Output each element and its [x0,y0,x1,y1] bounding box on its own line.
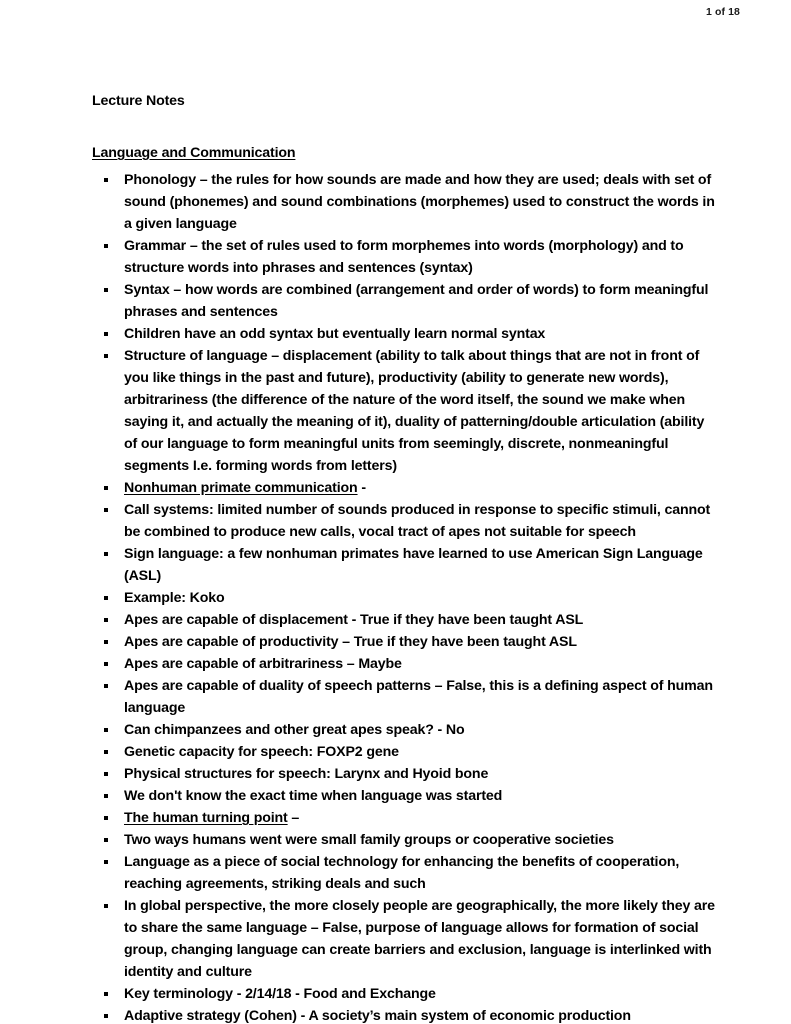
page-title: Lecture Notes [92,93,185,109]
list-item [92,169,717,235]
list-item [92,741,717,763]
list-item [92,675,717,719]
list-item [92,609,717,631]
list-item-label: Example: Koko [124,590,225,606]
list-item-label: Call systems: limited number of sounds produced in response to specific stimuli, cannot be combined to produce new calls, vocal tract of apes not suitable for speech [124,502,711,540]
list-item [92,829,717,851]
list-item-label-underlined: Nonhuman primate communication [124,480,358,496]
list-item-label: Key terminology - 2/14/18 - Food and Exchange [124,986,436,1002]
list-item [92,1005,717,1024]
list-item [92,851,717,895]
list-item-label: Sign language: a few nonhuman primates have learned to use American Sign Language (ASL) [124,546,703,584]
list-item-label: Two ways humans went were small family groups or cooperative societies [124,832,614,848]
list-item [92,719,717,741]
list-item-label: Syntax – how words are combined (arrangement and order of words) to form meaningful phrases and sentences [124,282,709,320]
list-item-label: Apes are capable of arbitrariness – Maybe [124,656,402,672]
list-item-label: Apes are capable of duality of speech patterns – False, this is a defining aspect of human language [124,678,713,716]
list-item [92,587,717,609]
list-item-label: Apes are capable of productivity – True if they have been taught ASL [124,634,577,650]
document-body [92,90,717,1024]
list-item-label: Adaptive strategy (Cohen) - A society’s main system of economic production [124,1008,631,1024]
list-item [92,983,717,1005]
list-item [92,763,717,785]
list-item-label-trailing: - [357,480,366,496]
page-number-text: 1 of 18 [706,6,740,18]
list-item [92,543,717,587]
list-item-label: Grammar – the set of rules used to form morphemes into words (morphology) and to structure words into phrases and sentences (syntax) [124,238,684,276]
list-item [92,807,717,829]
list-item-label: Structure of language – displacement (ability to talk about things that are not in front of you like things in the past and future), productivity (ability to generate new words), arbitrariness (the difference of the nature of the word itself, the sound we make when saying it, and actually the meaning of it), duality of patterning/double articulation (ability of our language to form meaningful units from seemingly, discrete, nonmeaningful segments I.e. forming words from letters) [124,348,705,474]
list-item-label: Phonology – the rules for how sounds are made and how they are used; deals with set of sound (phonemes) and sound combinations (morphemes) used to construct the words in a given language [124,172,715,232]
list-item-label-underlined: The human turning point [124,810,288,826]
list-item [92,323,717,345]
list-item-label: Language as a piece of social technology for enhancing the benefits of cooperation, reaching agreements, striking deals and such [124,854,680,892]
list-item [92,895,717,983]
list-item-label: We don't know the exact time when language was started [124,788,503,804]
list-item-label-trailing: – [287,810,300,826]
list-item [92,653,717,675]
section-heading [92,142,717,164]
section-heading-text: Language and Communication [92,145,296,161]
notes-bullet-list [92,169,717,1024]
list-item [92,785,717,807]
list-item-label: Apes are capable of displacement - True if they have been taught ASL [124,612,584,628]
list-item [92,345,717,477]
list-item [92,279,717,323]
list-item-label: In global perspective, the more closely people are geographically, the more likely they are to share the same language – False, purpose of language allows for formation of social group, changing language can create barriers and exclusion, language is interlinked with identity and culture [124,898,715,980]
list-item-label: Children have an odd syntax but eventually learn normal syntax [124,326,546,342]
page-number-header [0,6,791,18]
list-item [92,499,717,543]
list-item [92,631,717,653]
list-item [92,235,717,279]
list-item-label: Physical structures for speech: Larynx and Hyoid bone [124,766,489,782]
list-item [92,477,717,499]
list-item-label: Genetic capacity for speech: FOXP2 gene [124,744,399,760]
list-item-label: Can chimpanzees and other great apes speak? - No [124,722,465,738]
